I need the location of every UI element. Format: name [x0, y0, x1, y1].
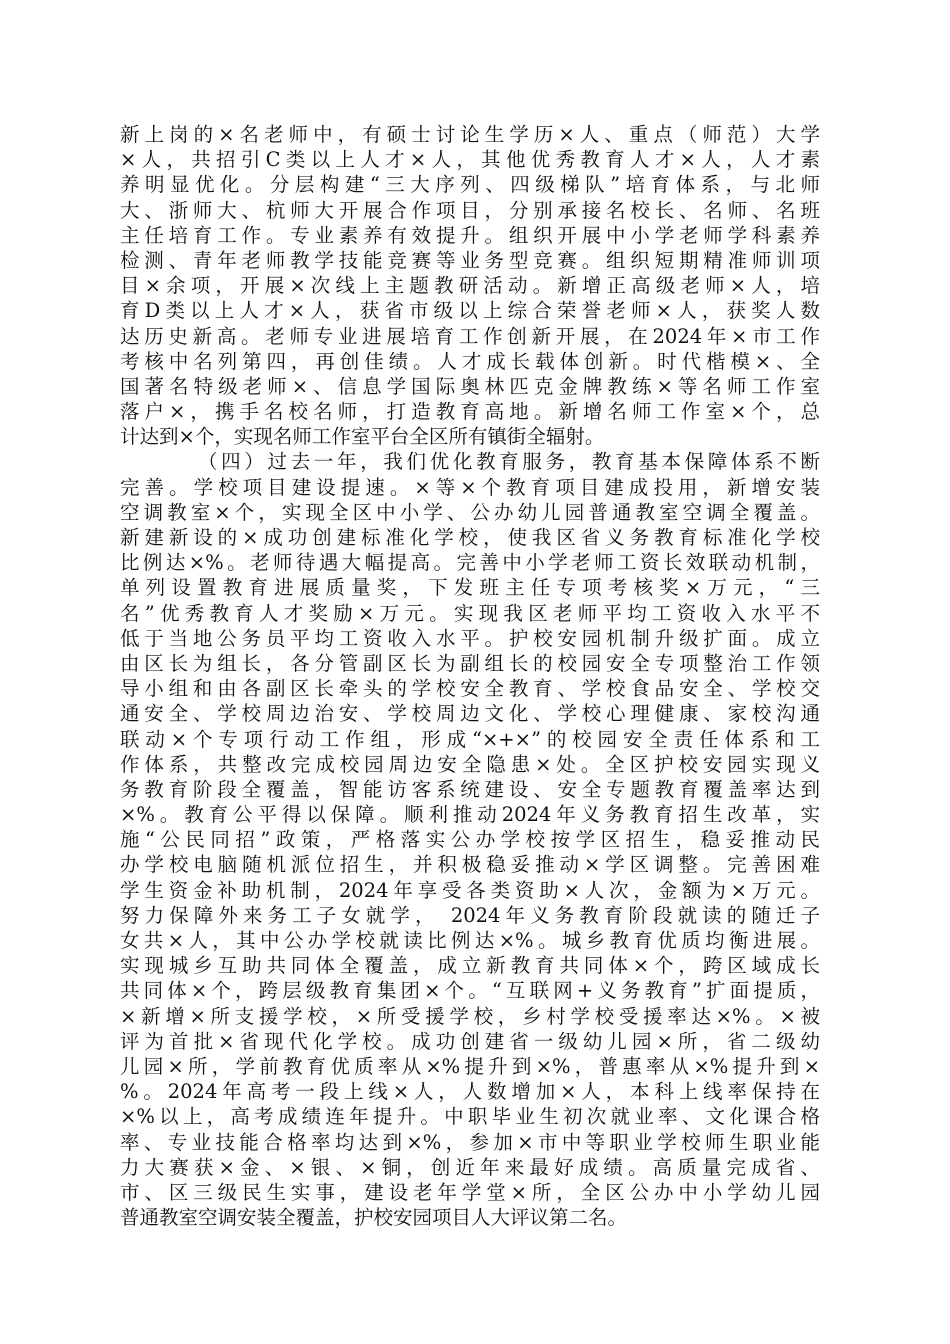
text-line: 育D类以上人才×人，获省市级以上综合荣誉老师×人，获奖人数 — [120, 299, 820, 323]
text-line: ×新增×所支援学校，×所受援学校，乡村学校受援率达×%。×被 — [120, 1004, 820, 1028]
text-line: 由区长为组长，各分管副区长为副组长的校园安全专项整治工作领 — [120, 651, 820, 675]
text-line: 共同体×个，跨层级教育集团×个。“互联网+义务教育”扩面提质， — [120, 979, 820, 1003]
text-line: 导小组和由各副区长牵头的学校安全教育、学校食品安全、学校交 — [120, 677, 820, 701]
text-line: 目×余项，开展×次线上主题教研活动。新增正高级老师×人，培 — [120, 274, 820, 298]
text-line: 检测、青年老师教学技能竞赛等业务型竞赛。组织短期精准师训项 — [120, 248, 820, 272]
text-line: 联动×个专项行动工作组，形成“×+×”的校园安全责任体系和工 — [120, 727, 820, 751]
text-line: 考核中名列第四，再创佳绩。人才成长载体创新。时代楷模×、全 — [120, 349, 820, 373]
text-line: ×%。教育公平得以保障。顺利推动2024年义务教育招生改革，实 — [120, 803, 820, 827]
text-line: 新上岗的×名老师中，有硕士讨论生学历×人、重点（师范）大学 — [120, 123, 820, 146]
text-line: 努力保障外来务工子女就学， 2024年义务教育阶段就读的随迁子 — [120, 903, 820, 927]
text-line: 评为首批×省现代化学校。成功创建省一级幼儿园×所，省二级幼 — [120, 1029, 820, 1053]
body-text — [120, 122, 820, 1230]
text-line: 率、专业技能合格率均达到×%，参加×市中等职业学校师生职业能 — [120, 1130, 820, 1154]
text-line: 比例达×%。老师待遇大幅提高。完善中小学老师工资长效联动机制， — [120, 551, 820, 575]
text-line: 施“公民同招”政策，严格落实公办学校按学区招生，稳妥推动民 — [120, 828, 820, 852]
text-line: 单列设置教育进展质量奖，下发班主任专项考核奖×万元，“三 — [120, 576, 820, 600]
text-line: 儿园×所，学前教育优质率从×%提升到×%，普惠率从×%提升到× — [120, 1054, 820, 1078]
text-line: 完善。学校项目建设提速。×等×个教育项目建成投用，新增安装 — [120, 475, 820, 499]
text-line: 养明显优化。分层构建“三大序列、四级梯队”培育体系，与北师 — [120, 173, 820, 197]
text-line: 作体系，共整改完成校园周边安全隐患×处。全区护校安园实现义 — [120, 752, 820, 776]
text-line: 主任培育工作。专业素养有效提升。组织开展中小学老师学科素养 — [120, 223, 820, 247]
text-line: ×%以上，高考成绩连年提升。中职毕业生初次就业率、文化课合格 — [120, 1105, 820, 1129]
paragraph-end-line: 计达到×个，实现名师工作室平台全区所有镇街全辐射。 — [120, 425, 605, 449]
section-four-first-line: （四）过去一年，我们优化教育服务，教育基本保障体系不断 — [198, 450, 820, 474]
text-line: 达历史新高。老师专业进展培育工作创新开展，在2024年×市工作 — [120, 324, 820, 348]
text-line: 务教育阶段全覆盖，智能访客系统建设、安全专题教育覆盖率达到 — [120, 777, 820, 801]
text-line: 女共×人，其中公办学校就读比例达×%。城乡教育优质均衡进展。 — [120, 929, 820, 952]
text-line: 市、区三级民生实事，建设老年学堂×所，全区公办中小学幼儿园 — [120, 1180, 820, 1204]
text-line: %。2024年高考一段上线×人，人数增加×人，本科上线率保持在 — [120, 1080, 820, 1104]
text-line: 实现城乡互助共同体全覆盖，成立新教育共同体×个，跨区域成长 — [120, 954, 820, 978]
text-line: 办学校电脑随机派位招生，并积极稳妥推动×学区调整。完善困难 — [120, 853, 820, 877]
text-line: 落户×，携手名校名师，打造教育高地。新增名师工作室×个，总 — [120, 400, 820, 424]
text-line: 力大赛获×金、×银、×铜，创近年来最好成绩。高质量完成省、 — [120, 1155, 820, 1179]
text-line: 通安全、学校周边治安、学校周边文化、学校心理健康、家校沟通 — [120, 702, 820, 726]
text-line: 大、浙师大、杭师大开展合作项目，分别承接名校长、名师、名班 — [120, 198, 820, 222]
paragraph-end-line: 普通教室空调安装全覆盖，护校安园项目人大评议第二名。 — [120, 1206, 628, 1230]
text-line: 空调教室×个，实现全区中小学、公办幼儿园普通教室空调全覆盖。 — [120, 500, 820, 524]
text-line: 新建新设的×成功创建标准化学校，使我区省义务教育标准化学校 — [120, 526, 820, 549]
text-line: 学生资金补助机制，2024年享受各类资助×人次，金额为×万元。 — [120, 878, 820, 902]
text-line: 低于当地公务员平均工资收入水平。护校安园机制升级扩面。成立 — [120, 626, 820, 650]
text-line: ×人，共招引C类以上人才×人，其他优秀教育人才×人，人才素 — [120, 148, 820, 172]
text-line: 名”优秀教育人才奖励×万元。实现我区老师平均工资收入水平不 — [120, 601, 820, 625]
text-line: 国著名特级老师×、信息学国际奥林匹克金牌教练×等名师工作室 — [120, 374, 820, 398]
